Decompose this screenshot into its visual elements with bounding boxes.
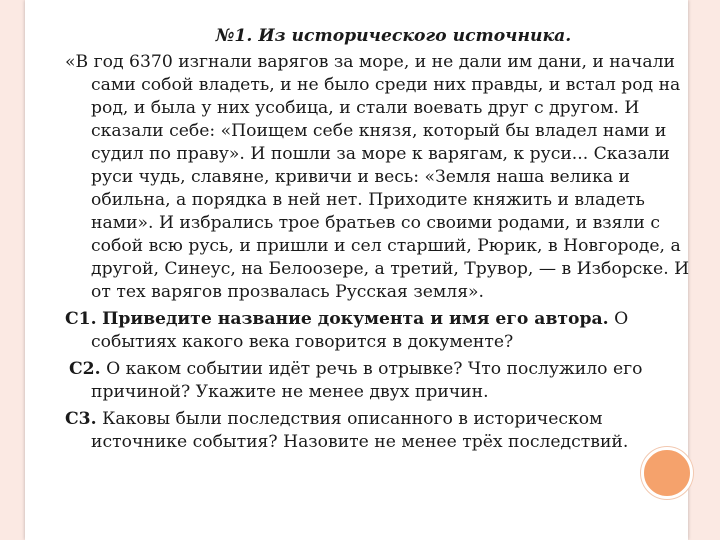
slide-title: №1. Из исторического источника. bbox=[215, 26, 572, 46]
question-c1-text: О событиях какого века говорится в документе? bbox=[91, 309, 629, 352]
question-c3-text: Каковы были последствия описанного в историческом источнике события? Назовите не менее трёх последствий. bbox=[91, 409, 629, 452]
question-c3 bbox=[65, 408, 690, 454]
question-c2-text: О каком событии идёт речь в отрывке? Что послужило его причиной? Укажите не менее двух причин. bbox=[91, 359, 643, 402]
question-c1 bbox=[65, 308, 690, 354]
question-c3-label: С3. bbox=[65, 409, 97, 429]
question-c2-label: С2. bbox=[69, 359, 101, 379]
question-c2 bbox=[65, 358, 690, 404]
question-c1-label: С1. bbox=[65, 309, 97, 329]
historical-source-text: «В год 6370 изгнали варягов за море, и не дали им дани, и начали сами собой владеть, и не было среди них правды, и встал род на род, и была у них усобица, и стали воевать друг с другом. И сказали себе: «Поищем себе князя, который бы владел нами и судил по праву». И пошли за море к варягам, к руси... Сказали руси чудь, славяне, кривичи и весь: «Земля наша велика и обильна, а порядка в ней нет. Приходите княжить и владеть нами». И избрались трое братьев со своими родами, и взяли с собой всю русь, и пришли и сел старший, Рюрик, в Новгороде, а другой, Синеус, на Белоозере, а третий, Трувор, — в Изборске. И от тех варягов прозвалась Русская земля». bbox=[65, 52, 690, 302]
question-c1-bold-text: Приведите название документа и имя его автора. bbox=[102, 309, 609, 329]
decorative-circle-icon bbox=[641, 447, 693, 499]
slide bbox=[25, 0, 688, 540]
slide-content bbox=[65, 25, 690, 458]
